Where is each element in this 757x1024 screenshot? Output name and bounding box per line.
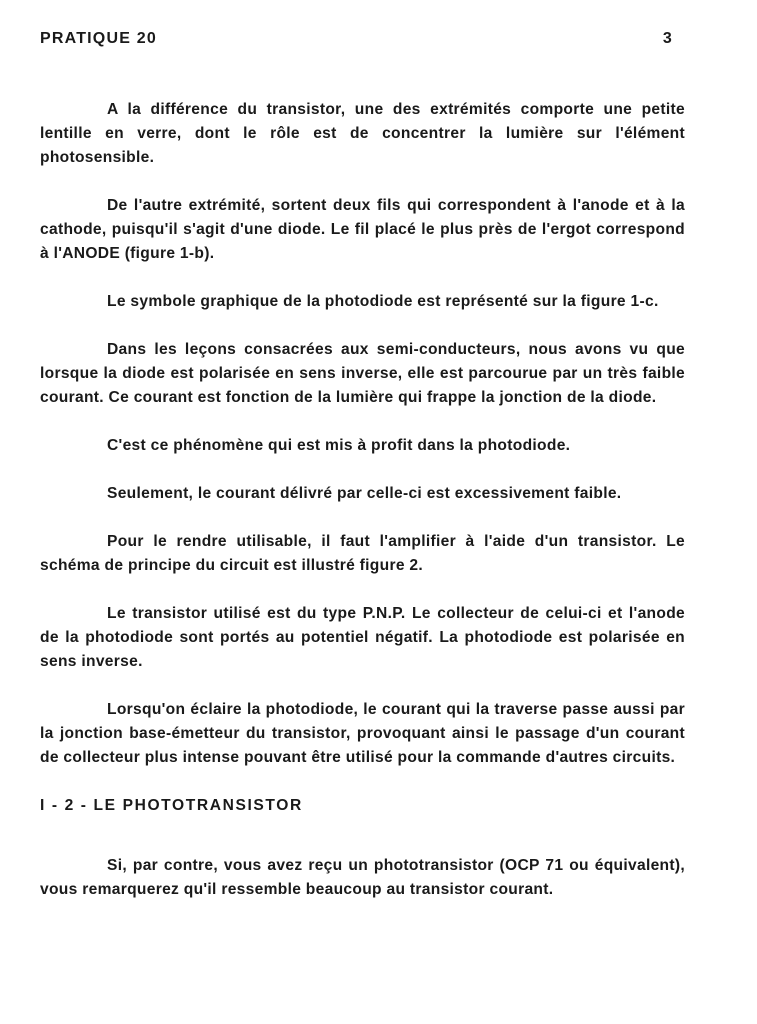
paragraph-illumination: Lorsqu'on éclaire la photodiode, le courant qui la traverse passe aussi par la jonction base-émetteur du transistor, provoquant ainsi le passage d'un courant de collecteur plus intense pouvant être utilisé pour la commande d'autres circuits. (40, 701, 685, 766)
paragraph-symbol: Le symbole graphique de la photodiode est représenté sur la figure 1-c. (107, 293, 659, 310)
header-title: PRATIQUE 20 (40, 30, 157, 47)
paragraph-phototransistor: Si, par contre, vous avez reçu un phototransistor (OCP 71 ou équivalent), vous remarquerez qu'il ressemble beaucoup au transistor courant. (40, 857, 685, 898)
paragraph-lens: A la différence du transistor, une des extrémités comporte une petite lentille en verre, dont le rôle est de concentrer la lumière sur l'élément photosensible. (40, 101, 685, 166)
paragraph-amplify: Pour le rendre utilisable, il faut l'amplifier à l'aide d'un transistor. Le schéma de principe du circuit est illustré figure 2. (40, 533, 685, 574)
paragraph-reverse-bias: Dans les leçons consacrées aux semi-conducteurs, nous avons vu que lorsque la diode est polarisée en sens inverse, elle est parcourue par un très faible courant. Ce courant est fonction de la lumière qui frappe la jonction de la diode. (40, 341, 685, 406)
running-header (40, 30, 673, 48)
paragraph-anode: De l'autre extrémité, sortent deux fils qui correspondent à l'anode et à la cathode, puisqu'il s'agit d'une diode. Le fil placé le plus près de l'ergot correspond à l'ANODE (figure 1-b). (40, 197, 685, 262)
paragraph-pnp: Le transistor utilisé est du type P.N.P. Le collecteur de celui-ci et l'anode de la photodiode sont portés au potentiel négatif. La photodiode est polarisée en sens inverse. (40, 605, 685, 670)
body-text (40, 98, 685, 926)
page-number: 3 (662, 30, 673, 47)
paragraph-phenomenon: C'est ce phénomène qui est mis à profit dans la photodiode. (107, 437, 571, 454)
paragraph-weak-current: Seulement, le courant délivré par celle-ci est excessivement faible. (107, 485, 622, 502)
section-heading: I - 2 - LE PHOTOTRANSISTOR (40, 797, 303, 814)
